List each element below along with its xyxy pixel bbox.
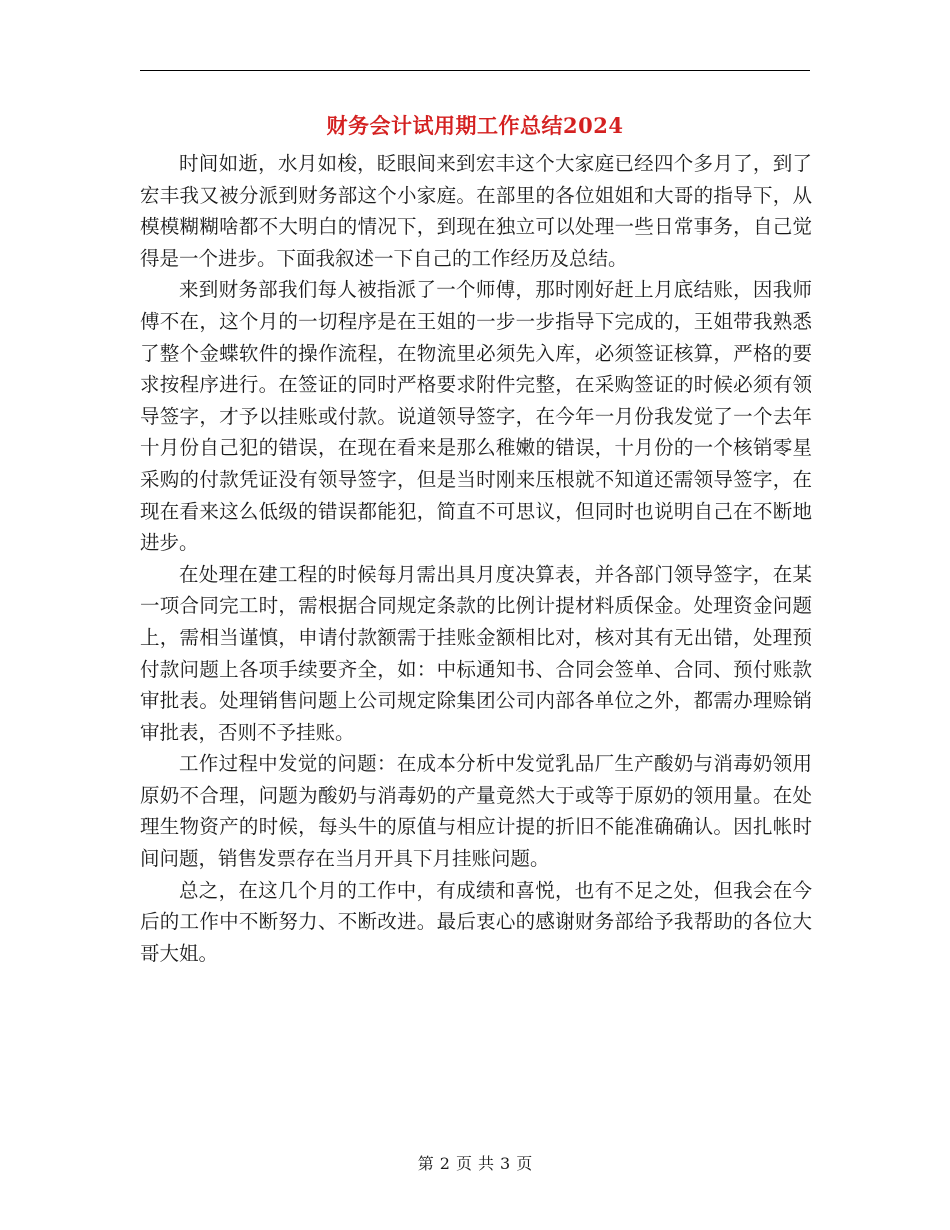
document-body — [140, 148, 812, 969]
page-prefix: 第 — [417, 1154, 434, 1173]
paragraph-problems: 工作过程中发觉的问题：在成本分析中发觉乳品厂生产酸奶与消毒奶领用原奶不合理，问题为酸奶与消毒奶的产量竟然大于或等于原奶的领用量。在处理生物资产的时候，每头牛的原值与相应计提的折旧不能准确确认。因扎帐时间问题，销售发票存在当月开具下月挂账问题。 — [140, 752, 812, 871]
page-footer — [140, 1152, 810, 1176]
paragraph-construction: 在处理在建工程的时候每月需出具月度决算表，并各部门领导签字，在某一项合同完工时，需根据合同规定条款的比例计提材料质保金。处理资金问题上，需相当谨慎，申请付款额需于挂账金额相比对，核对其有无出错，处理预付款问题上各项手续要齐全，如：中标通知书、合同会签单、合同、预付账款审批表。处理销售问题上公司规定除集团公司内部各单位之外，都需办理赊销审批表，否则不予挂账。 — [140, 562, 812, 744]
document-title: 财务会计试用期工作总结2024 — [326, 113, 624, 138]
paragraph-intro: 时间如逝，水月如梭，眨眼间来到宏丰这个大家庭已经四个多月了，到了宏丰我又被分派到财务部这个小家庭。在部里的各位姐姐和大哥的指导下，从模模糊糊啥都不大明白的情况下，到现在独立可以处理一些日常事务，自己觉得是一个进步。下面我叙述一下自己的工作经历及总结。 — [140, 152, 812, 270]
page-total-prefix: 共 — [478, 1154, 495, 1173]
paragraph-mentor: 来到财务部我们每人被指派了一个师傅，那时刚好赶上月底结账，因我师傅不在，这个月的一切程序是在王姐的一步一步指导下完成的，王姐带我熟悉了整个金蝶软件的操作流程，在物流里必须先入库，必须签证核算，严格的要求按程序进行。在签证的同时严格要求附件完整，在采购签证的时候必须有领导签字，才予以挂账或付款。说道领导签字，在今年一月份我发觉了一个去年十月份自己犯的错误，在现在看来是那么稚嫩的错误，十月份的一个核销零星采购的付款凭证没有领导签字，但是当时刚来压根就不知道还需领导签字，在现在看来这么低级的错误都能犯，简直不可思议，但同时也说明自己在不断地进步。 — [140, 278, 812, 555]
page-current: 2 — [439, 1154, 450, 1173]
page-suffix: 页 — [516, 1154, 533, 1173]
header-rule — [140, 70, 810, 71]
page-total: 3 — [500, 1154, 511, 1173]
paragraph-conclusion: 总之，在这几个月的工作中，有成绩和喜悦，也有不足之处，但我会在今后的工作中不断努力、不断改进。最后衷心的感谢财务部给予我帮助的各位大哥大姐。 — [140, 878, 812, 965]
page-middle: 页 — [455, 1154, 472, 1173]
